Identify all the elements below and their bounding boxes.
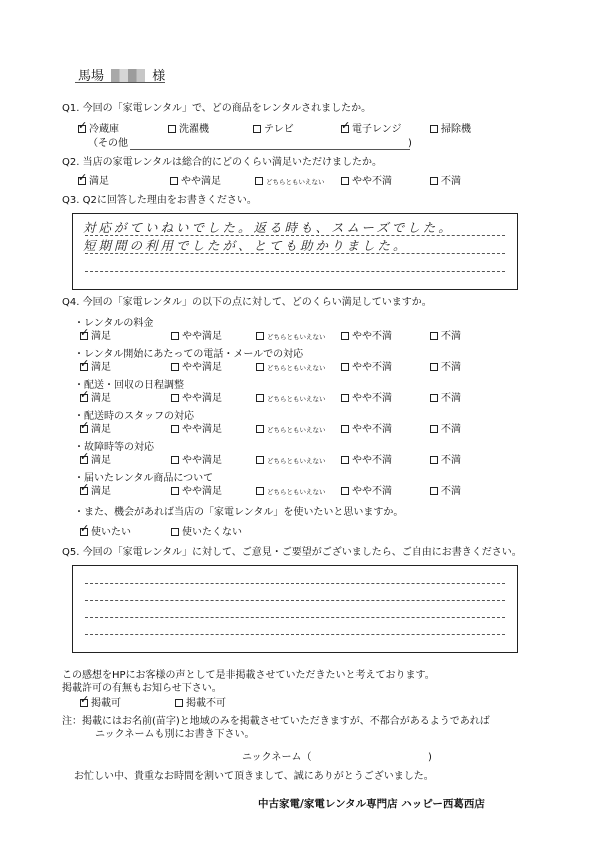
- checkbox-icon: [170, 177, 178, 185]
- q4-item-5-option-somewhat-dissatisfied[interactable]: やや不満: [341, 455, 392, 467]
- q3-answer-line-2: 短期間の利用でしたが、とても助かりました。: [83, 238, 409, 253]
- consent-option-deny[interactable]: 掲載不可: [175, 698, 226, 710]
- consent-note-2: ニックネームも別にお書き下さい。: [95, 729, 255, 740]
- nickname-input[interactable]: [318, 752, 426, 764]
- customer-surname: 馬場: [78, 69, 105, 84]
- q2-option-dissatisfied[interactable]: 不満: [430, 176, 461, 188]
- checkbox-icon: [175, 699, 183, 707]
- q2-option-neutral[interactable]: どちらともいえない: [255, 176, 325, 188]
- checkbox-icon: [256, 332, 264, 340]
- checkbox-icon: [256, 487, 264, 495]
- consent-option-allow[interactable]: ✓掲載可: [80, 698, 121, 710]
- q4-item-label: ・レンタルの料金: [74, 318, 154, 329]
- checkbox-icon: [171, 425, 179, 433]
- checkbox-icon: [341, 394, 349, 402]
- q3-answer-line-1: 対応がていねいでした。返る時も、スムーズでした。: [83, 220, 454, 235]
- q4-item-6-option-neutral[interactable]: どちらともいえない: [256, 486, 326, 498]
- nickname-label: ニックネーム（: [242, 752, 312, 763]
- checkbox-icon: [430, 125, 438, 133]
- checkbox-icon: [256, 425, 264, 433]
- q1-option-washer[interactable]: 洗濯機: [168, 124, 209, 136]
- checkbox-icon: [78, 125, 86, 133]
- q4-item-2-option-dissatisfied[interactable]: 不満: [430, 362, 461, 374]
- nickname-close: ): [428, 752, 432, 763]
- masked-given-name: [111, 69, 145, 82]
- consent-note-1: 注：掲載にはお名前(苗字)と地域のみを掲載させていただきますが、不都合があるようであれば: [62, 716, 490, 727]
- checkbox-icon: [80, 363, 88, 371]
- q4-item-label: ・レンタル開始にあたっての電話・メールでの対応: [74, 349, 304, 360]
- q1-option-tv[interactable]: テレビ: [253, 124, 294, 136]
- q2-option-satisfied[interactable]: ✓満足: [78, 176, 109, 188]
- reuse-option-no[interactable]: 使いたくない: [171, 527, 242, 539]
- q4-item-label: ・届いたレンタル商品について: [74, 473, 214, 484]
- checkbox-icon: [430, 425, 438, 433]
- q4-item-label: ・配送時のスタッフの対応: [74, 411, 194, 422]
- checkbox-icon: [256, 363, 264, 371]
- checkbox-icon: [253, 125, 261, 133]
- q1-other-label: （その他: [88, 138, 128, 149]
- q4-item-4-option-dissatisfied[interactable]: 不満: [430, 424, 461, 436]
- ruled-line: [85, 617, 505, 618]
- q4-item-label: ・配送・回収の日程調整: [74, 380, 184, 391]
- ruled-line: [85, 634, 505, 635]
- q4-item-1-option-satisfied[interactable]: ✓満足: [80, 331, 111, 343]
- checkbox-icon: [341, 487, 349, 495]
- q5-question: Q5. 今回の「家電レンタル」に対して、ご意見・ご要望がございましたら、ご自由にお書きください。: [62, 547, 522, 558]
- checkbox-icon: [80, 528, 88, 536]
- q2-option-somewhat-dissatisfied[interactable]: やや不満: [341, 176, 392, 188]
- q4-item-1-option-neutral[interactable]: どちらともいえない: [256, 331, 326, 343]
- q4-question: Q4. 今回の「家電レンタル」の以下の点に対して、どのくらい満足していますか。: [62, 297, 432, 308]
- q2-question: Q2. 当店の家電レンタルは総合的にどのくらい満足いただけましたか。: [62, 157, 382, 168]
- checkbox-icon: [256, 456, 264, 464]
- checkbox-icon: [171, 528, 179, 536]
- q4-item-label: ・故障時等の対応: [74, 442, 154, 453]
- q2-option-somewhat-satisfied[interactable]: やや満足: [170, 176, 221, 188]
- checkbox-icon: [80, 456, 88, 464]
- checkbox-icon: [341, 363, 349, 371]
- checkbox-icon: [171, 456, 179, 464]
- checkbox-icon: [171, 363, 179, 371]
- ruled-line: [85, 271, 505, 272]
- q4-item-4-option-somewhat-dissatisfied[interactable]: やや不満: [341, 424, 392, 436]
- checkbox-icon: [80, 699, 88, 707]
- q4-item-5-option-satisfied[interactable]: ✓満足: [80, 455, 111, 467]
- checkbox-icon: [256, 394, 264, 402]
- q4-item-6-option-dissatisfied[interactable]: 不満: [430, 486, 461, 498]
- q1-other-close: ): [408, 138, 412, 149]
- q4-item-1-option-somewhat-dissatisfied[interactable]: やや不満: [341, 331, 392, 343]
- checkbox-icon: [430, 456, 438, 464]
- checkbox-icon: [430, 332, 438, 340]
- q4-item-6-option-satisfied[interactable]: ✓満足: [80, 486, 111, 498]
- q4-item-3-option-dissatisfied[interactable]: 不満: [430, 393, 461, 405]
- q5-answer-box[interactable]: [72, 565, 518, 653]
- checkbox-icon: [430, 363, 438, 371]
- q4-reuse-question: ・また、機会があれば当店の「家電レンタル」を使いたいと思いますか。: [74, 507, 404, 518]
- reuse-option-yes[interactable]: ✓使いたい: [80, 527, 131, 539]
- checkbox-icon: [430, 487, 438, 495]
- checkbox-icon: [80, 487, 88, 495]
- checkbox-icon: [80, 332, 88, 340]
- checkbox-icon: [171, 332, 179, 340]
- q4-item-4-option-somewhat-satisfied[interactable]: やや満足: [171, 424, 222, 436]
- name-underline: [75, 82, 165, 83]
- checkbox-icon: [341, 177, 349, 185]
- q4-item-5-option-dissatisfied[interactable]: 不満: [430, 455, 461, 467]
- consent-line-2: 掲載許可の有無もお知らせ下さい。: [62, 683, 222, 694]
- checkbox-icon: [171, 394, 179, 402]
- q4-item-4-option-neutral[interactable]: どちらともいえない: [256, 424, 326, 436]
- q4-item-5-option-somewhat-satisfied[interactable]: やや満足: [171, 455, 222, 467]
- q4-item-2-option-satisfied[interactable]: ✓満足: [80, 362, 111, 374]
- consent-line-1: この感想をHPにお客様の声として是非掲載させていただきたいと考えております。: [62, 670, 435, 681]
- honorific: 様: [152, 69, 166, 84]
- q4-item-2-option-somewhat-satisfied[interactable]: やや満足: [171, 362, 222, 374]
- q1-option-microwave[interactable]: ✓ 電子レンジ: [341, 124, 402, 136]
- q4-item-2-option-neutral[interactable]: どちらともいえない: [256, 362, 326, 374]
- checkbox-icon: [168, 125, 176, 133]
- checkbox-icon: [430, 394, 438, 402]
- ruled-line: [85, 600, 505, 601]
- checkbox-icon: [341, 125, 349, 133]
- q4-item-1-option-dissatisfied[interactable]: 不満: [430, 331, 461, 343]
- q4-item-5-option-neutral[interactable]: どちらともいえない: [256, 455, 326, 467]
- q4-item-3-option-somewhat-dissatisfied[interactable]: やや不満: [341, 393, 392, 405]
- q4-item-2-option-somewhat-dissatisfied[interactable]: やや不満: [341, 362, 392, 374]
- checkbox-icon: [171, 487, 179, 495]
- q1-question: Q1. 今回の「家電レンタル」で、どの商品をレンタルされましたか。: [62, 103, 372, 114]
- q1-other-line[interactable]: [130, 149, 410, 150]
- q4-item-3-option-satisfied[interactable]: ✓満足: [80, 393, 111, 405]
- q3-answer-box[interactable]: [72, 213, 518, 290]
- ruled-line: [85, 583, 505, 584]
- q1-option-fridge[interactable]: ✓冷蔵庫: [78, 124, 119, 136]
- q4-item-6-option-somewhat-dissatisfied[interactable]: やや不満: [341, 486, 392, 498]
- q4-item-3-option-somewhat-satisfied[interactable]: やや満足: [171, 393, 222, 405]
- q4-item-6-option-somewhat-satisfied[interactable]: やや満足: [171, 486, 222, 498]
- checkbox-icon: [80, 425, 88, 433]
- q3-question: Q3. Q2に回答した理由をお書きください。: [62, 195, 257, 206]
- thanks-message: お忙しい中、貴重なお時間を割いて頂きまして、誠にありがとうございました。: [74, 771, 434, 782]
- q1-option-vacuum[interactable]: 掃除機: [430, 124, 471, 136]
- q4-item-1-option-somewhat-satisfied[interactable]: やや満足: [171, 331, 222, 343]
- checkbox-icon: [341, 332, 349, 340]
- checkbox-icon: [255, 177, 263, 185]
- checkbox-icon: [430, 177, 438, 185]
- checkbox-icon: [341, 425, 349, 433]
- q4-item-4-option-satisfied[interactable]: ✓満足: [80, 424, 111, 436]
- q4-item-3-option-neutral[interactable]: どちらともいえない: [256, 393, 326, 405]
- checkbox-icon: [80, 394, 88, 402]
- store-name: 中古家電/家電レンタル専門店 ハッピー西葛西店: [258, 798, 485, 810]
- checkbox-icon: [78, 177, 86, 185]
- checkbox-icon: [341, 456, 349, 464]
